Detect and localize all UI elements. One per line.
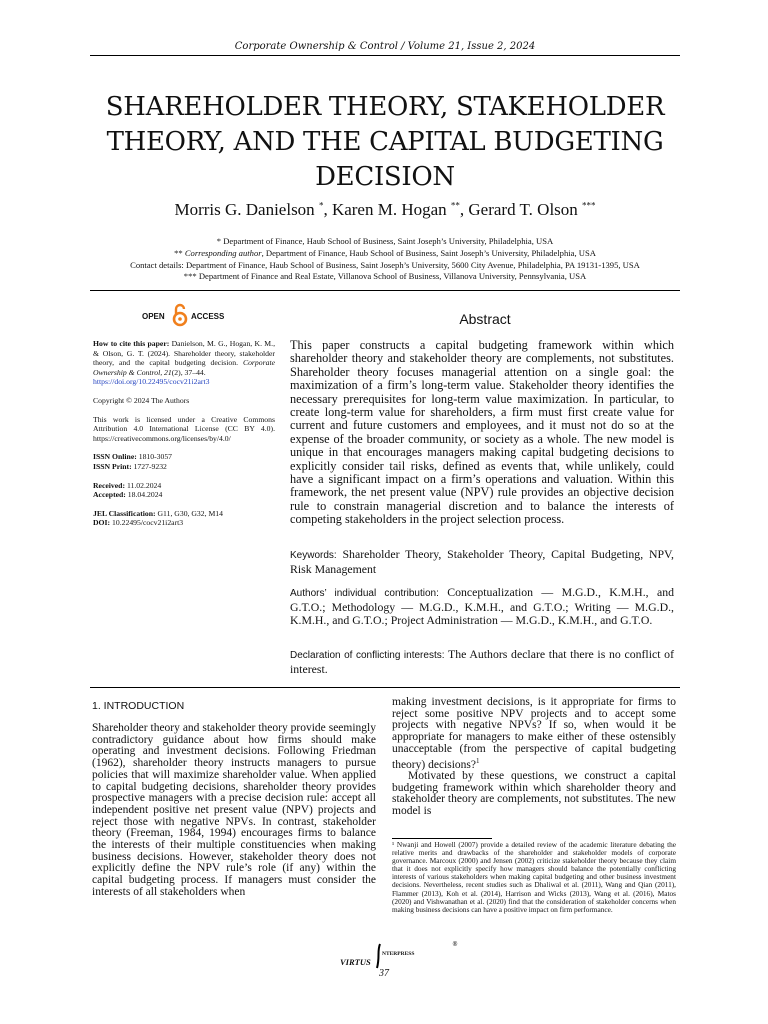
- author-1-mark: *: [318, 200, 324, 211]
- open-access-lock-icon: [172, 303, 188, 327]
- logo-interpress: NTERPRESS: [382, 951, 415, 957]
- author-2-mark: **: [450, 200, 460, 211]
- logo-virtus: VIRTUS: [340, 957, 371, 967]
- dates: Received: 11.02.2024 Accepted: 18.04.2024: [93, 480, 163, 500]
- page-number: 37: [379, 968, 389, 979]
- conflict-declaration: Declaration of conflicting interests: The Authors declare that there is no conflict of interest.: [290, 647, 675, 676]
- journal-header: Corporate Ownership & Control / Volume 21, Issue 2, 2024: [234, 41, 536, 52]
- affiliation-3: *** Department of Finance and Real Estate, Villanova School of Business, Villanova University, Pennsylvania, USA: [183, 271, 587, 282]
- license-text: This work is licensed under a Creative Commons Attribution 4.0 International License (CC BY 4.0). https://creativecommons.org/licenses/by/4.0/: [93, 414, 275, 443]
- paper-title: SHAREHOLDER THEORY, STAKEHOLDER THEORY, AND THE CAPITAL BUDGETING DECISION: [105, 92, 665, 192]
- intro-p2: Motivated by these questions, we construct a capital budgeting framework within which shareholder theory and stakeholder theory are complements, not substitutes. The new model is: [392, 770, 676, 818]
- abstract-text: This paper constructs a capital budgeting framework within which shareholder theory and stakeholder theory are complements, not substitutes. Shareholder theory focuses managerial attention on a single goal: the maximization of a firm’s long-term value. Stakeholder theory identifies the necessary prerequisites for long-term value maximization. In particular, to create long-term value for shareholders, a firm must first create value for current and future customers and employees, and it must not do so at the expense of the broader community, or society as a whole. The new model is unique in that encourages managers making capital budgeting decisions to explicitly consider tail risks, defined as events that, while unlikely, could have a significant impact on a firm’s operations and valuation. Within this framework, the net present value (NPV) rule provides an objective decision rule to constrain managerial discretion and to balance the interests of competing stakeholders in the project selection process.: [290, 338, 674, 527]
- contact-details: Contact details: Department of Finance, Haub School of Business, Saint Joseph’s University, 5600 City Avenue, Philadelphia, PA 19131-1395, USA: [130, 259, 640, 270]
- intro-p1-continued: making investment decisions, is it appropriate for firms to reject some positive NPV projects and to accept some projects with negative NPVs? If so, when would it be appropriate for managers to make either of these ostensibly unacceptable (from the perspective of capital budgeting theory) decisions?$^1$: [392, 696, 676, 771]
- copyright: Copyright © 2024 The Authors: [93, 395, 190, 405]
- jel-doi: JEL Classification: G11, G30, G32, M14 DOI: 10.22495/cocv21i2art3: [93, 508, 223, 528]
- article-info-sidebar: [93, 339, 275, 537]
- author-contribution: Authors’ individual contribution: Conceptualization — M.G.D., K.M.H., and G.T.O.; Methodology — M.G.D., K.M.H., and G.T.O.; Writing — M.G.D., K.M.H., and G.T.O.; Project Administration — M.G.D., K.M.H., and G.T.O.: [290, 585, 674, 627]
- section-rule: [90, 290, 680, 291]
- publisher-logo: [340, 941, 470, 971]
- affiliations: [80, 236, 690, 283]
- footnote-1: ¹ Nwanji and Howell (2007) provide a detailed review of the academic literature debating the relative merits and drawbacks of the shareholder and stakeholder models of corporate governance. Marcoux (2000) and Jensen (2002) criticize stakeholder theory because they claim that it does not explicitly specify how managers should balance the potentially conflicting interests of various stakeholders when making capital budgeting and other business investment decisions. Nevertheless, recent studies such as Dhaliwal et al. (2011), Wang and Qian (2011), Flammer (2013), Koh et al. (2014), Harrison and Wicks (2013), Wang et al. (2016), Matos (2020) and Vishwanathan et al. (2020) find that the consideration of stakeholder concerns when making business decisions can have a positive impact on firm performance.: [392, 840, 676, 914]
- affiliation-1: * Department of Finance, Haub School of Business, Saint Joseph’s University, Philadelphia, USA: [216, 236, 554, 246]
- logo-registered: ®: [452, 941, 458, 948]
- open-access-badge: [140, 303, 250, 327]
- header-rule: [90, 55, 680, 56]
- open-access-left: OPEN: [142, 312, 165, 321]
- author-3-mark: ***: [582, 200, 596, 211]
- how-to-cite: How to cite this paper: Danielson, M. G., Hogan, K. M., & Olson, G. T. (2024). Shareholder theory, stakeholder theory, and the capital budgeting decision. Corporate Ownership & Control, 21(2), 37–44. https://doi.org/10.22495/cocv21i2art3: [93, 339, 275, 387]
- author-1: Morris G. Danielson: [174, 200, 315, 219]
- intro-column-2: [392, 697, 676, 818]
- intro-heading: 1. INTRODUCTION: [92, 700, 185, 712]
- author-3: Gerard T. Olson: [468, 200, 578, 219]
- issn: ISSN Online: 1810-3057 ISSN Print: 1727-9232: [93, 452, 173, 471]
- intro-column-1: Shareholder theory and stakeholder theory provide seemingly contradictory guidance about how firms should make operating and investment decisions. Following Friedman (1962), shareholder theory instructs managers to pursue policies that will maximize shareholder value. When applied to capital budgeting decisions, shareholder theory provides prospective managers with a precise decision rule: accept all independent positive net present value (NPV) projects and reject those with negative NPVs. In contrast, stakeholder theory (Freeman, 1984, 1994) encourages firms to balance the interests of their multiple constituencies when making business decisions. However, stakeholder theory does not explicitly define the NPV rule’s role (if any) within the capital budgeting process. If managers must consider the interests of all stakeholders when: [92, 722, 376, 898]
- author-list: Morris G. Danielson *, Karen M. Hogan **, Gerard T. Olson ***: [174, 200, 596, 219]
- cite-doi-link[interactable]: https://doi.org/10.22495/cocv21i2art3: [93, 377, 210, 387]
- keywords: Keywords: Shareholder Theory, Stakeholder Theory, Capital Budgeting, NPV, Risk Management: [290, 547, 674, 576]
- footnote-rule: [392, 838, 492, 839]
- footnote-marker: 1: [476, 756, 480, 765]
- affiliation-2: ** Corresponding author, Department of Finance, Haub School of Business, Saint Joseph’s University, Philadelphia, USA: [174, 247, 596, 258]
- open-access-right: ACCESS: [191, 312, 225, 321]
- author-2: Karen M. Hogan: [331, 200, 447, 219]
- abstract-heading: Abstract: [459, 311, 511, 327]
- section-rule-2: [90, 687, 680, 688]
